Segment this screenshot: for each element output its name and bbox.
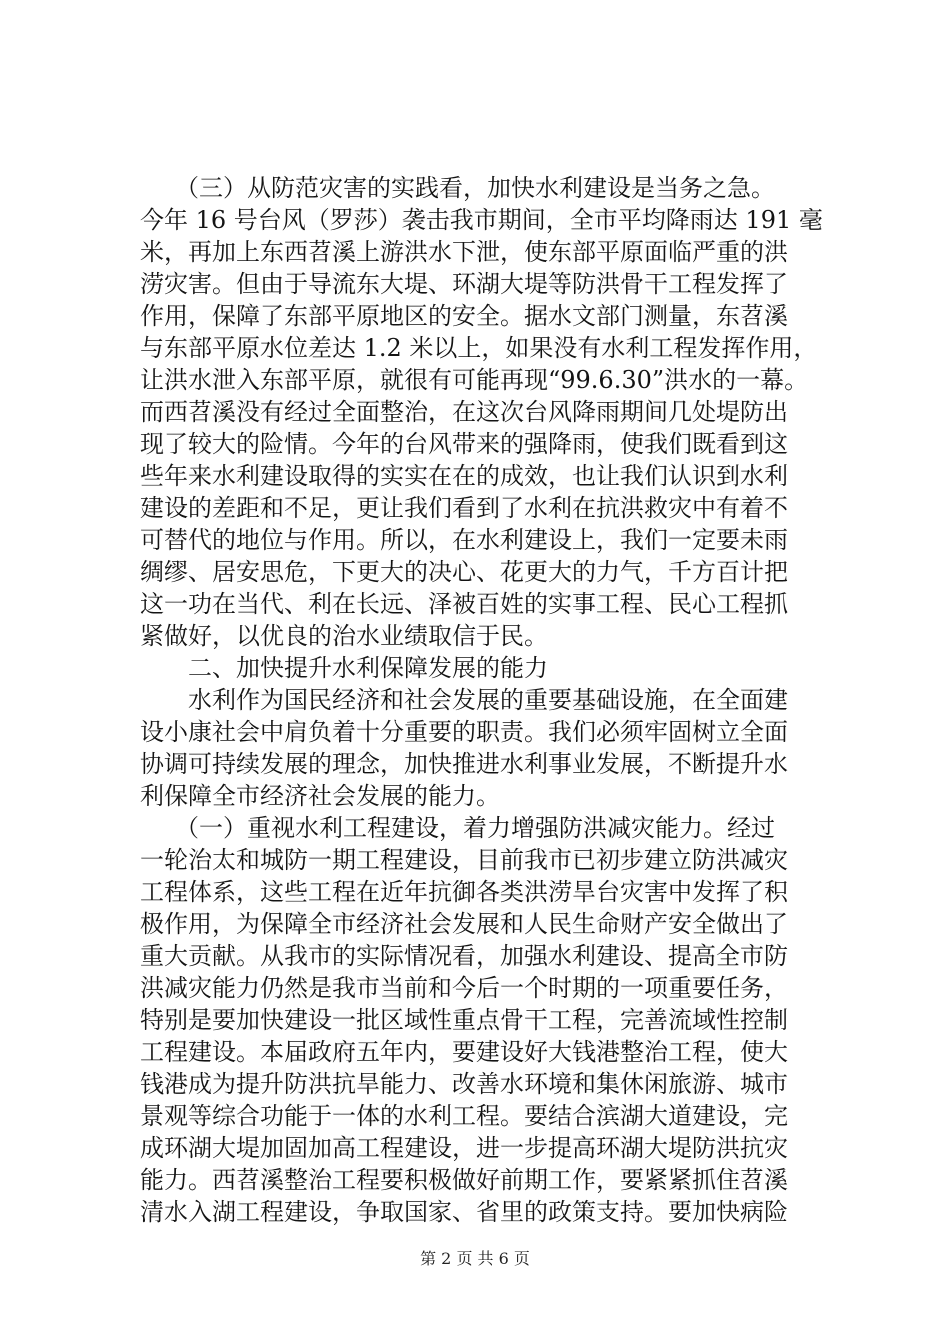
text-line: 洪减灾能力仍然是我市当前和今后一个时期的一项重要任务，	[140, 974, 788, 1002]
section-heading: 二、加快提升水利保障发展的能力	[188, 654, 548, 682]
text-line: 而西苕溪没有经过全面整治，在这次台风降雨期间几处堤防出	[140, 398, 788, 426]
text-line: 重大贡献。从我市的实际情况看，加强水利建设、提高全市防	[140, 942, 788, 970]
text-line: 些年来水利建设取得的实实在在的成效，也让我们认识到水利	[140, 462, 788, 490]
text-line: （三）从防范灾害的实践看，加快水利建设是当务之急。	[175, 174, 775, 202]
text-line: 设小康社会中肩负着十分重要的职责。我们必须牢固树立全面	[140, 718, 788, 746]
text-line: 极作用，为保障全市经济社会发展和人民生命财产安全做出了	[140, 910, 788, 938]
text-line: 作用，保障了东部平原地区的安全。据水文部门测量，东苕溪	[140, 302, 788, 330]
text-line: 绸缪、居安思危，下更大的决心、花更大的力气，千方百计把	[140, 558, 788, 586]
text-line: 涝灾害。但由于导流东大堤、环湖大堤等防洪骨干工程发挥了	[140, 270, 788, 298]
text-line: 利保障全市经济社会发展的能力。	[140, 782, 500, 810]
text-line: 让洪水泄入东部平原，就很有可能再现“99.6.30”洪水的一幕。	[140, 366, 809, 394]
text-line: 与东部平原水位差达 1.2 米以上，如果没有水利工程发挥作用，	[140, 334, 818, 362]
text-line: 这一功在当代、利在长远、泽被百姓的实事工程、民心工程抓	[140, 590, 788, 618]
text-line: 可替代的地位与作用。所以，在水利建设上，我们一定要未雨	[140, 526, 788, 554]
text-line: （一）重视水利工程建设，着力增强防洪减灾能力。经过	[175, 814, 775, 842]
text-line: 能力。西苕溪整治工程要积极做好前期工作，要紧紧抓住苕溪	[140, 1166, 788, 1194]
text-line: 成环湖大堤加固加高工程建设，进一步提高环湖大堤防洪抗灾	[140, 1134, 788, 1162]
text-line: 一轮治太和城防一期工程建设，目前我市已初步建立防洪减灾	[140, 846, 788, 874]
text-line: 水利作为国民经济和社会发展的重要基础设施，在全面建	[188, 686, 788, 714]
text-line: 协调可持续发展的理念，加快推进水利事业发展，不断提升水	[140, 750, 788, 778]
text-line: 特别是要加快建设一批区域性重点骨干工程，完善流域性控制	[140, 1006, 788, 1034]
text-line: 钱港成为提升防洪抗旱能力、改善水环境和集休闲旅游、城市	[140, 1070, 788, 1098]
text-line: 今年 16 号台风（罗莎）袭击我市期间，全市平均降雨达 191 毫	[140, 206, 823, 234]
text-line: 清水入湖工程建设，争取国家、省里的政策支持。要加快病险	[140, 1198, 788, 1226]
text-line: 景观等综合功能于一体的水利工程。要结合滨湖大道建设，完	[140, 1102, 788, 1130]
text-line: 米，再加上东西苕溪上游洪水下泄，使东部平原面临严重的洪	[140, 238, 788, 266]
text-line: 工程建设。本届政府五年内，要建设好大钱港整治工程，使大	[140, 1038, 788, 1066]
text-line: 建设的差距和不足，更让我们看到了水利在抗洪救灾中有着不	[140, 494, 788, 522]
text-line: 工程体系，这些工程在近年抗御各类洪涝旱台灾害中发挥了积	[140, 878, 788, 906]
page-number: 第 2 页 共 6 页	[420, 1249, 530, 1268]
text-line: 现了较大的险情。今年的台风带来的强降雨，使我们既看到这	[140, 430, 788, 458]
text-line: 紧做好，以优良的治水业绩取信于民。	[140, 622, 548, 650]
